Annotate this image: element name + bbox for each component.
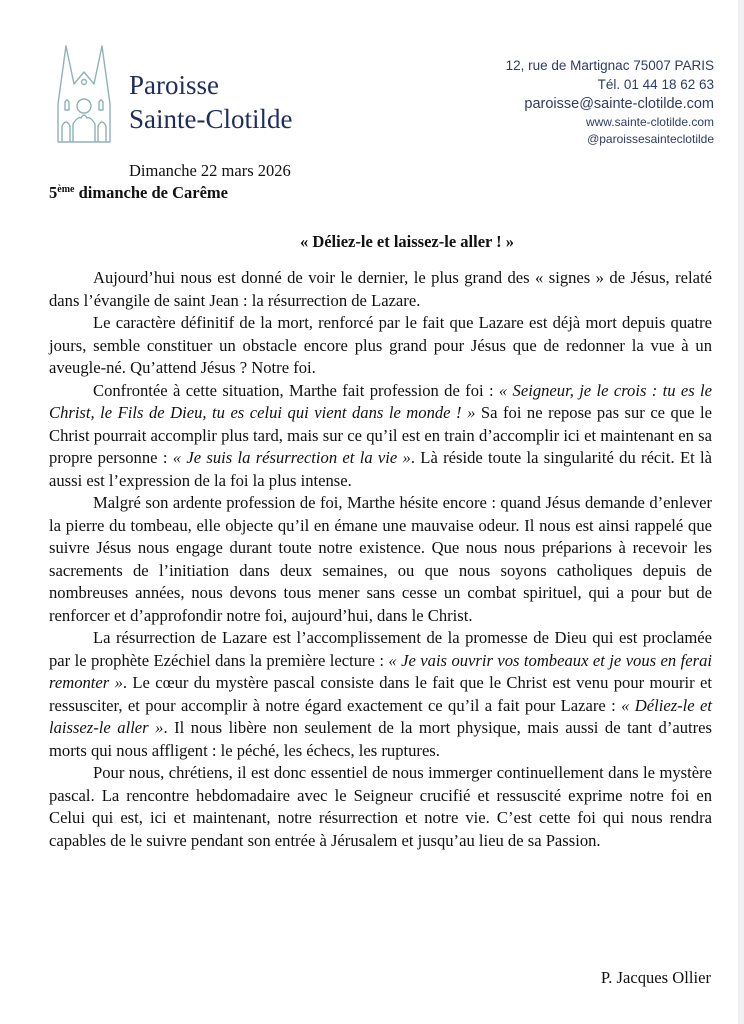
sunday-suffix: ème [57, 184, 75, 195]
parish-name [129, 68, 292, 136]
paragraph-text: Le caractère définitif de la mort, renforcé par le fait que Lazare est déjà mort depuis quatre jours, semble constituer un obstacle encore plus grand pour Jésus que de redonner la vue à un aveugle-né. Qu’attend Jésus ? Notre foi. [49, 313, 712, 377]
quote-text: « Seigneur, je le crois : tu es le Christ, le Fils de Dieu, tu es celui qui vient dans le monde ! » [49, 380, 712, 422]
homily-title: « Déliez-le et laissez-le aller ! » [299, 232, 515, 251]
paragraph-text: Pour nous, chrétiens, il est donc essentiel de nous immerger continuellement dans le mystère pascal. La rencontre hebdomadaire avec le Seigneur crucifié et ressuscité exprime notre foi en Celui qui est, ici et maintenant, notre résurrection et notre vie. C’est cette foi qui nous rendra capables de le suivre pendant son entrée à Jérusalem et jusqu’au lieu de sa Passion. [49, 763, 712, 850]
address: 12, rue de Martignac 75007 PARIS [505, 58, 714, 73]
paragraph-text: . Le cœur du mystère pascal consiste dans le fait que le Christ est venu pour mourir et ressusciter, et pour accomplir à notre égard exactement ce qu’il a fait pour Lazare : [49, 673, 712, 715]
paragraph-text: Sa foi ne repose pas sur ce que le Christ pourrait accomplir plus tard, mais sur ce qu’il est en train d’accomplir ici et maintenant en sa propre personne : [49, 403, 712, 467]
phone: Tél. 01 44 18 62 63 [597, 77, 714, 92]
paragraph-text: Aujourd’hui nous est donné de voir le dernier, le plus grand des « signes » de Jésus, relaté dans l’évangile de saint Jean : la résurrection de Lazare. [49, 268, 712, 310]
paragraph [49, 762, 712, 852]
paragraph-text: . Là réside toute la singularité du récit. Et là aussi est l’expression de la foi la plus intense. [49, 448, 712, 490]
sunday-label: dimanche de Carême [74, 183, 228, 202]
church-facade-icon [56, 44, 112, 144]
email-link[interactable]: paroisse@sainte-clotilde.com [524, 96, 714, 112]
paragraph [49, 312, 712, 380]
signature: P. Jacques Ollier [600, 968, 711, 987]
parish-name-line1: Paroisse [129, 70, 219, 100]
homily-body [49, 267, 712, 852]
sunday-number: 5 [49, 183, 58, 202]
paragraph-text: Malgré son ardente profession de foi, Marthe hésite encore : quand Jésus demande d’enlever la pierre du tombeau, elle objecte qu’il en émane une mauvaise odeur. Il nous est ainsi rappelé que suivre Jésus nous engage durant toute notre existence. Que nous nous préparions à recevoir les sacrements de l’initiation dans deux semaines, ou que nous soyons catholiques depuis de nombreuses années, nous devons tous mener sans cesse un combat spirituel, qui a pour but de renforcer et d’approfondir notre foi, aujourd’hui, dans le Christ. [49, 493, 712, 625]
website-link[interactable]: www.sainte-clotilde.com [585, 115, 714, 129]
paragraph-text: Confrontée à cette situation, Marthe fait profession de foi : [93, 380, 499, 400]
paragraph [49, 380, 712, 493]
social-handle[interactable]: @paroissesainteclotilde [587, 132, 714, 146]
parish-name-line2: Sainte-Clotilde [129, 104, 293, 134]
paragraph [49, 627, 712, 762]
paragraph [49, 492, 712, 627]
page-edge [738, 0, 744, 1024]
paragraph [49, 267, 712, 312]
quote-text: « Je suis la résurrection et la vie » [172, 448, 411, 467]
date: Dimanche 22 mars 2026 [129, 161, 291, 180]
quote-text: « Je vais ouvrir vos tombeaux et je vous en ferai remonter » [49, 650, 712, 692]
paragraph-text: La résurrection de Lazare est l’accomplissement de la promesse de Dieu qui est proclamée par le prophète Ezéchiel dans la première lecture : [49, 628, 712, 670]
contact-block [506, 57, 714, 148]
liturgical-sunday [49, 182, 228, 204]
quote-text: « Déliez-le et laissez-le aller » [49, 695, 712, 737]
paragraph-text: . Il nous libère non seulement de la mort physique, mais aussi de tant d’autres morts qui nous affligent : le péché, les échecs, les ruptures. [49, 718, 712, 760]
